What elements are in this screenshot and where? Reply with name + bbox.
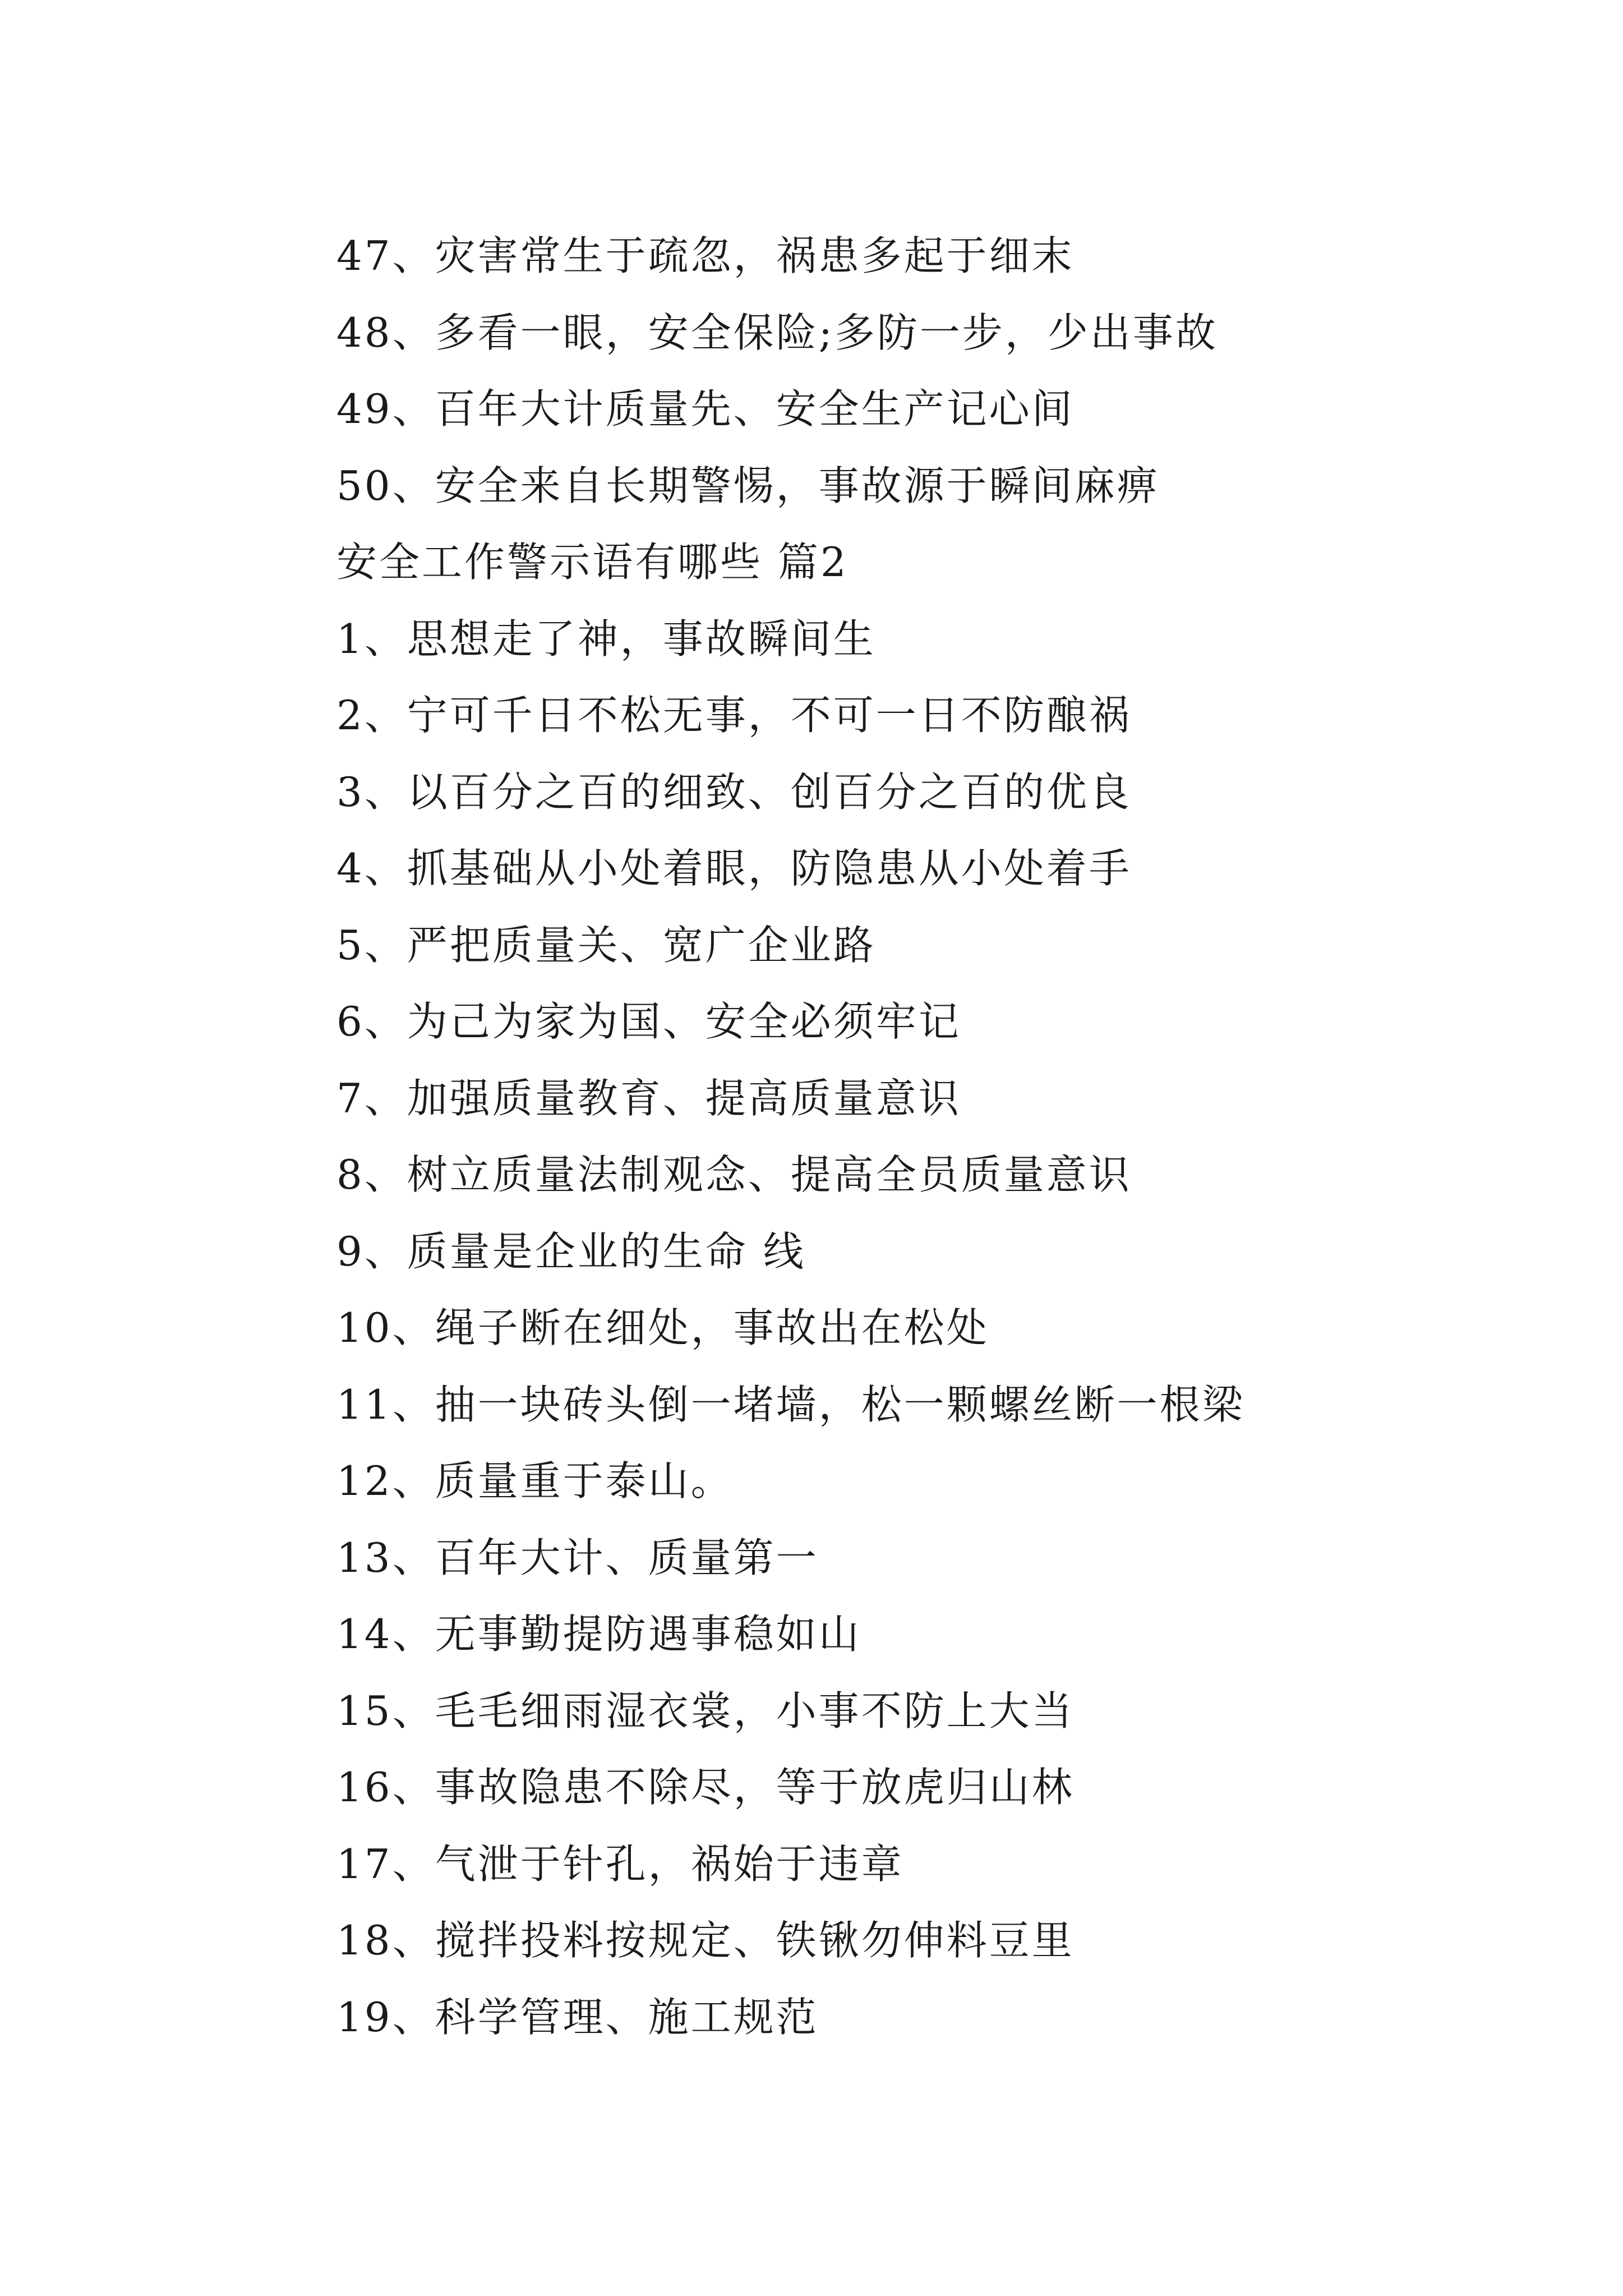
list-item: 5、严把质量关、宽广企业路 bbox=[336, 921, 876, 969]
document-body bbox=[336, 218, 1514, 2055]
list-item: 10、绳子断在细处，事故出在松处 bbox=[336, 1304, 989, 1351]
list-item: 6、为己为家为国、安全必须牢记 bbox=[336, 998, 961, 1045]
list-item: 3、以百分之百的细致、创百分之百的优良 bbox=[336, 768, 1132, 816]
list-item: 13、百年大计、质量第一 bbox=[336, 1534, 819, 1581]
list-item: 12、质量重于泰山。 bbox=[336, 1457, 734, 1504]
list-item: 1、思想走了神，事故瞬间生 bbox=[336, 615, 876, 662]
list-item: 7、加强质量教育、提高质量意识 bbox=[336, 1074, 961, 1122]
list-item: 48、多看一眼，安全保险;多防一步，少出事故 bbox=[336, 309, 1218, 356]
list-item: 47、灾害常生于疏忽，祸患多起于细末 bbox=[336, 232, 1075, 279]
list-item: 9、质量是企业的生命 线 bbox=[336, 1227, 806, 1275]
section-heading: 安全工作警示语有哪些 篇2 bbox=[336, 539, 849, 586]
list-item: 50、安全来自长期警惕，事故源于瞬间麻痹 bbox=[336, 462, 1160, 509]
list-item: 49、百年大计质量先、安全生产记心间 bbox=[336, 385, 1075, 432]
list-item: 14、无事勤提防遇事稳如山 bbox=[336, 1611, 861, 1658]
list-item: 17、气泄于针孔，祸始于违章 bbox=[336, 1840, 904, 1888]
list-item: 15、毛毛细雨湿衣裳，小事不防上大当 bbox=[336, 1687, 1075, 1734]
list-item: 19、科学管理、施工规范 bbox=[336, 1993, 819, 2041]
list-item: 16、事故隐患不除尽，等于放虎归山林 bbox=[336, 1764, 1075, 1811]
list-item: 2、宁可千日不松无事，不可一日不防酿祸 bbox=[336, 692, 1132, 739]
list-item: 8、树立质量法制观念、提高全员质量意识 bbox=[336, 1151, 1132, 1198]
list-item: 18、搅拌投料按规定、铁锹勿伸料豆里 bbox=[336, 1917, 1075, 1964]
list-item: 11、抽一块砖头倒一堵墙，松一颗螺丝断一根梁 bbox=[336, 1381, 1245, 1428]
list-item: 4、抓基础从小处着眼，防隐患从小处着手 bbox=[336, 845, 1132, 892]
